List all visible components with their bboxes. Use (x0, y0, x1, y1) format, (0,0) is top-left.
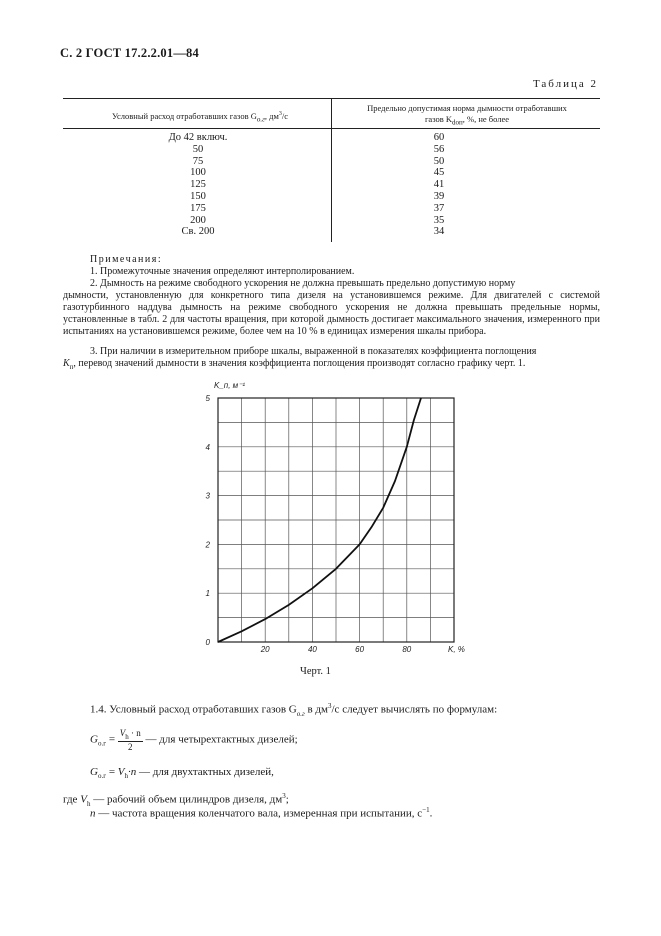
note-2-continuation: дымности, установленную для конкретного типа дизеля на установившемся режиме. Для двигателей с системой газотурбинного наддува дымность на режиме свободного ускорения не должна превышать предельные нормы, установленные в табл. 2 для частоты вращения, при которой дымность достигает максимального значения, измеренного при испытаниях на установившемся режиме, более чем на 10 % в единицах измерения шкалы прибора. (63, 290, 600, 338)
table-cell-norm: 50 (433, 155, 445, 167)
formula-fraction: $\frac{V_h \cdot n}{2}$ (119, 728, 141, 752)
table-cell-norm: 37 (433, 202, 445, 214)
chart-caption: Черт. 1 (300, 666, 331, 677)
y-tick-label: 0 (205, 638, 210, 647)
table-norm-column (406, 132, 472, 238)
formula-four-stroke: $G_{о.г}$ = $\frac{V_h \cdot n}{2}$ — для четырехтактных дизелей; (90, 728, 298, 752)
where-line-1: где $V_h$ — рабочий объем цилиндров дизеля, $дм^3$; (63, 792, 289, 808)
y-tick-label: 4 (205, 442, 210, 452)
y-tick-label: 1 (205, 589, 210, 599)
table-cell-norm: 35 (433, 214, 445, 226)
table-cell-flow: 175 (190, 202, 206, 214)
table-cell-flow: 50 (192, 143, 204, 155)
table-column-divider (331, 98, 332, 242)
table-flow-column (140, 132, 256, 238)
y-tick-label: 2 (205, 540, 210, 550)
y-tick-label: 3 (205, 491, 210, 501)
table-header-flow: Условный расход отработавших газов $G_{о.г}$, $дм^3/с$ (112, 110, 288, 124)
table-cell-norm: 45 (433, 167, 445, 179)
table-cell-flow: Св. 200 (181, 226, 215, 238)
table-cell-flow: 75 (192, 155, 204, 167)
formula-two-stroke: $G_{о.г} = V_h\cdot n$ — для двухтактных дизелей, (90, 766, 274, 781)
y-tick-label: 5 (205, 394, 210, 403)
x-axis-label: K, % (448, 645, 465, 654)
table-cell-norm: 41 (433, 179, 445, 191)
page-header: С. 2 ГОСТ 17.2.2.01—84 (60, 46, 199, 60)
section-1-4-text: 1.4. Условный расход отработавших газов $G_{о.г}$ в $дм^3/с$ следует вычислять по формулам: (90, 702, 498, 718)
table-cell-flow: 150 (190, 190, 206, 202)
where-line-2: n — частота вращения коленчатого вала, измеренная при испытании, $с^{-1}$. (90, 806, 433, 820)
note-3-continuation: $K_п$, перевод значений дымности в значения коэффициента поглощения производят согласно графику черт. 1. (63, 358, 526, 371)
note-1: 1. Промежуточные значения определяют интерполированием. (90, 266, 355, 278)
absorption-coefficient-chart (190, 378, 465, 658)
x-tick-label: 40 (307, 645, 317, 654)
note-2-first-line: 2. Дымность на режиме свободного ускорения не должна превышать предельно допустимую норму (90, 278, 516, 290)
table-cell-flow: 125 (190, 179, 206, 191)
notes-title: Примечания: (90, 254, 163, 265)
table-label: Таблица 2 (532, 78, 598, 90)
x-tick-label: 80 (402, 645, 412, 654)
y-axis-label: K_п, м⁻¹ (214, 381, 246, 390)
notes-block (90, 254, 600, 290)
note-3-first-line: 3. При наличии в измерительном приборе шкалы, выраженной в показателях коэффициента поглощения (90, 346, 537, 357)
table-cell-flow: До 42 включ. (168, 132, 228, 143)
table-cell-flow: 200 (190, 214, 206, 226)
table-header-norm: Предельно допустимая норма дымности отработавших газов $K_{doп}$, %, не более (367, 103, 567, 127)
table-cell-norm: 60 (433, 132, 445, 143)
table-cell-flow: 100 (190, 167, 206, 179)
table-cell-norm: 56 (433, 143, 445, 155)
table-cell-norm: 39 (433, 190, 445, 202)
x-tick-label: 20 (260, 645, 270, 654)
table-cell-norm: 34 (433, 226, 445, 238)
x-tick-label: 60 (355, 645, 365, 654)
